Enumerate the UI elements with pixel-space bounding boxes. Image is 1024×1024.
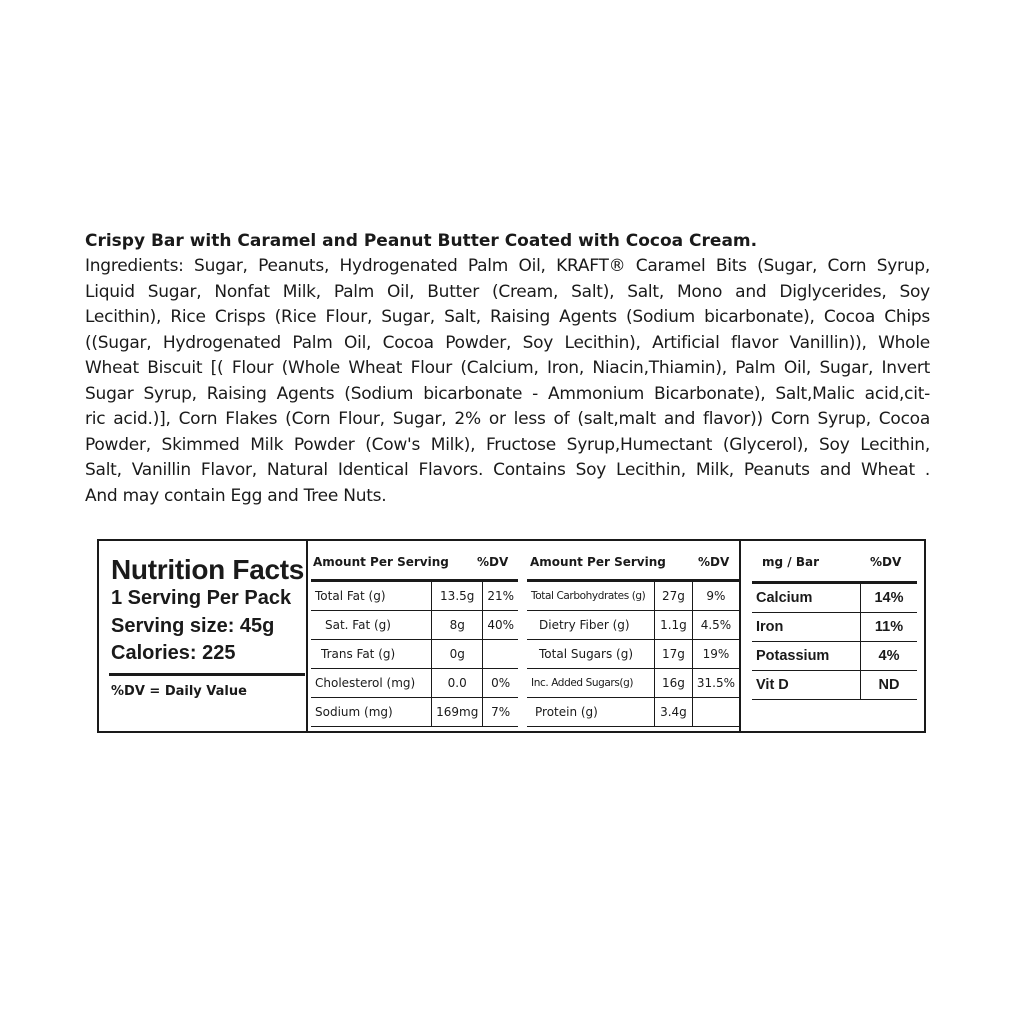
ingredients-line: Lecithin), Rice Crisps (Rice Flour, Sugar, Salt, Raising Agents (Sodium bicarbonate), Cocoa Chips	[85, 307, 930, 327]
calories: Calories: 225	[111, 642, 236, 664]
nutrient-dv: 4.5%	[692, 611, 739, 640]
ingredients-line: Powder, Skimmed Milk Powder (Cow's Milk), Fructose Syrup,Humectant (Glycerol), Soy Lecithin,	[85, 434, 930, 455]
nutrient-amount: 169mg	[432, 698, 483, 727]
carb-header-dv: %DV	[698, 555, 730, 569]
nutrient-label: Trans Fat (g)	[311, 640, 432, 669]
mineral-label: Potassium	[752, 642, 861, 671]
table-row	[752, 613, 917, 642]
mineral-label: Vit D	[752, 671, 861, 700]
fat-header-dv: %DV	[477, 555, 509, 569]
ingredients-line: And may contain Egg and Tree Nuts.	[85, 485, 387, 506]
fat-table	[311, 579, 518, 727]
table-row	[527, 611, 739, 640]
ingredients-line: Sugar Syrup, Raising Agents (Sodium bicarbonate - Ammonium Bicarbonate), Salt,Malic acid,cit-	[85, 383, 930, 404]
nutrient-label: Dietry Fiber (g)	[527, 611, 655, 640]
carb-header-amount: Amount Per Serving	[530, 555, 666, 569]
servings-per-pack: 1 Serving Per Pack	[111, 587, 292, 609]
nutrient-amount: 0g	[432, 640, 483, 669]
ingredients-block	[85, 229, 930, 509]
summary-divider	[109, 673, 305, 676]
nutrient-dv	[692, 698, 739, 727]
nutrient-amount: 3.4g	[655, 698, 693, 727]
nutrient-dv: 40%	[483, 611, 518, 640]
nutrient-dv: 0%	[483, 669, 518, 698]
mineral-dv: ND	[861, 671, 918, 700]
table-row	[752, 642, 917, 671]
nutrient-label: Sat. Fat (g)	[311, 611, 432, 640]
table-row	[527, 698, 739, 727]
column-divider	[306, 541, 308, 731]
nutrient-label: Total Sugars (g)	[527, 640, 655, 669]
table-row	[311, 698, 518, 727]
nutrient-dv	[483, 640, 518, 669]
nutrient-dv: 7%	[483, 698, 518, 727]
table-row	[311, 611, 518, 640]
table-row	[752, 671, 917, 700]
nutrient-dv: 21%	[483, 581, 518, 611]
carb-table	[527, 579, 739, 727]
nutrient-amount: 17g	[655, 640, 693, 669]
fat-header-amount: Amount Per Serving	[313, 555, 449, 569]
nutrient-amount: 1.1g	[655, 611, 693, 640]
mineral-dv: 11%	[861, 613, 918, 642]
nutrient-amount: 8g	[432, 611, 483, 640]
nutrient-dv: 31.5%	[692, 669, 739, 698]
ingredients-line: Liquid Sugar, Nonfat Milk, Palm Oil, Butter (Cream, Salt), Salt, Mono and Diglycerides, Soy	[85, 281, 930, 302]
dv-note: %DV = Daily Value	[111, 684, 247, 699]
nutrient-label: Total Carbohydrates (g)	[527, 581, 655, 611]
nutrient-dv: 9%	[692, 581, 739, 611]
ingredients-line: Ingredients: Sugar, Peanuts, Hydrogenated Palm Oil, KRAFT® Caramel Bits (Sugar, Corn Syrup,	[85, 256, 930, 276]
nutrient-amount: 0.0	[432, 669, 483, 698]
nutrition-facts-heading: Nutrition Facts	[111, 554, 305, 585]
ingredients-line: Salt, Vanillin Flavor, Natural Identical Flavors. Contains Soy Lecithin, Milk, Peanuts and Wheat .	[85, 460, 930, 480]
table-row	[311, 669, 518, 698]
table-row	[527, 581, 739, 611]
ingredients-line: ((Sugar, Hydrogenated Palm Oil, Cocoa Powder, Soy Lecithin), Artificial flavor Vanillin)), Whole	[85, 332, 930, 353]
nutrition-summary	[111, 555, 305, 668]
ingredients-line: Wheat Biscuit [( Flour (Whole Wheat Flour (Calcium, Iron, Niacin,Thiamin), Palm Oil, Sugar, Invert	[85, 358, 930, 378]
mineral-table	[752, 581, 917, 700]
mineral-dv: 14%	[861, 583, 918, 613]
nutrient-label: Cholesterol (mg)	[311, 669, 432, 698]
mineral-label: Iron	[752, 613, 861, 642]
table-row	[311, 640, 518, 669]
nutrient-label: Inc. Added Sugars(g)	[527, 669, 655, 698]
mineral-header-unit: mg / Bar	[762, 555, 819, 569]
product-title: Crispy Bar with Caramel and Peanut Butter Coated with Cocoa Cream.	[85, 231, 758, 251]
nutrient-amount: 16g	[655, 669, 693, 698]
table-row	[527, 669, 739, 698]
column-divider	[739, 541, 741, 731]
nutrient-dv: 19%	[692, 640, 739, 669]
table-row	[752, 583, 917, 613]
mineral-dv: 4%	[861, 642, 918, 671]
nutrient-label: Sodium (mg)	[311, 698, 432, 727]
mineral-header-dv: %DV	[870, 555, 902, 569]
serving-size: Serving size: 45g	[111, 614, 275, 637]
nutrient-amount: 13.5g	[432, 581, 483, 611]
table-row	[311, 581, 518, 611]
nutrition-facts-panel	[97, 539, 926, 733]
nutrient-amount: 27g	[655, 581, 693, 611]
nutrient-label: Total Fat (g)	[311, 581, 432, 611]
mineral-label: Calcium	[752, 583, 861, 613]
table-row	[527, 640, 739, 669]
nutrient-label: Protein (g)	[527, 698, 655, 727]
ingredients-line: ric acid.)], Corn Flakes (Corn Flour, Sugar, 2% or less of (salt,malt and flavor)) Corn Syrup, Cocoa	[85, 409, 930, 429]
